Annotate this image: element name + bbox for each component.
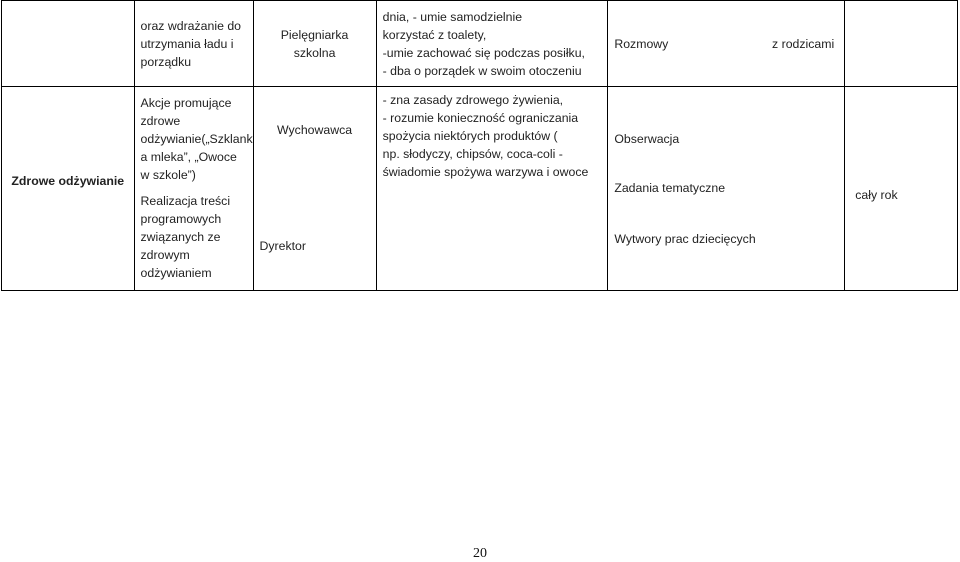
timeline-text: cały rok <box>855 187 898 202</box>
table-row <box>2 87 958 291</box>
activity-text: oraz wdrażanie do utrzymania ładu i porządku <box>140 18 242 69</box>
responsible-cell <box>253 1 376 87</box>
outcomes-cell <box>376 87 608 291</box>
form-text: Obserwacja <box>614 131 680 146</box>
responsible-text: Dyrektor <box>259 238 306 253</box>
section-cell <box>2 87 135 291</box>
outcomes-text: dnia, - umie samodzielnie korzystać z toalety, -umie zachować się podczas posiłku, - dba o porządek w swoim otoczeniu <box>382 9 585 78</box>
activity-cell <box>134 87 253 291</box>
outcomes-cell <box>376 1 608 87</box>
timeline-cell <box>845 87 958 291</box>
section-title: Zdrowe odżywianie <box>11 173 125 188</box>
table-row <box>2 1 958 87</box>
outcomes-text: - zna zasady zdrowego żywienia, - rozumie konieczność ograniczania spożycia niektórych produktów ( np. słodyczy, chipsów, coca-coli - świadomie spożywa warzywa i owoce <box>382 93 589 179</box>
section-cell <box>2 1 135 87</box>
responsible-cell <box>253 87 376 291</box>
activity-text: Realizacja treści programowych związanych ze zdrowym odżywianiem <box>140 193 231 280</box>
activity-cell <box>134 1 253 87</box>
curriculum-table <box>1 0 958 291</box>
form-text: Rozmowy <box>614 36 669 51</box>
responsible-text: Wychowawca <box>277 122 353 137</box>
form-cell <box>608 1 845 87</box>
activity-text: Akcje promujące zdrowe odżywianie(„Szklank a mleka”, „Owoce w szkole”) <box>140 95 253 182</box>
timeline-cell <box>845 1 958 87</box>
form-text: z rodzicami <box>772 36 835 51</box>
form-text: Wytwory prac dziecięcych <box>614 231 756 246</box>
page-number: 20 <box>473 546 487 561</box>
responsible-text: Pielęgniarka szkolna <box>280 27 349 60</box>
form-text: Zadania tematyczne <box>614 180 726 195</box>
form-cell <box>608 87 845 291</box>
